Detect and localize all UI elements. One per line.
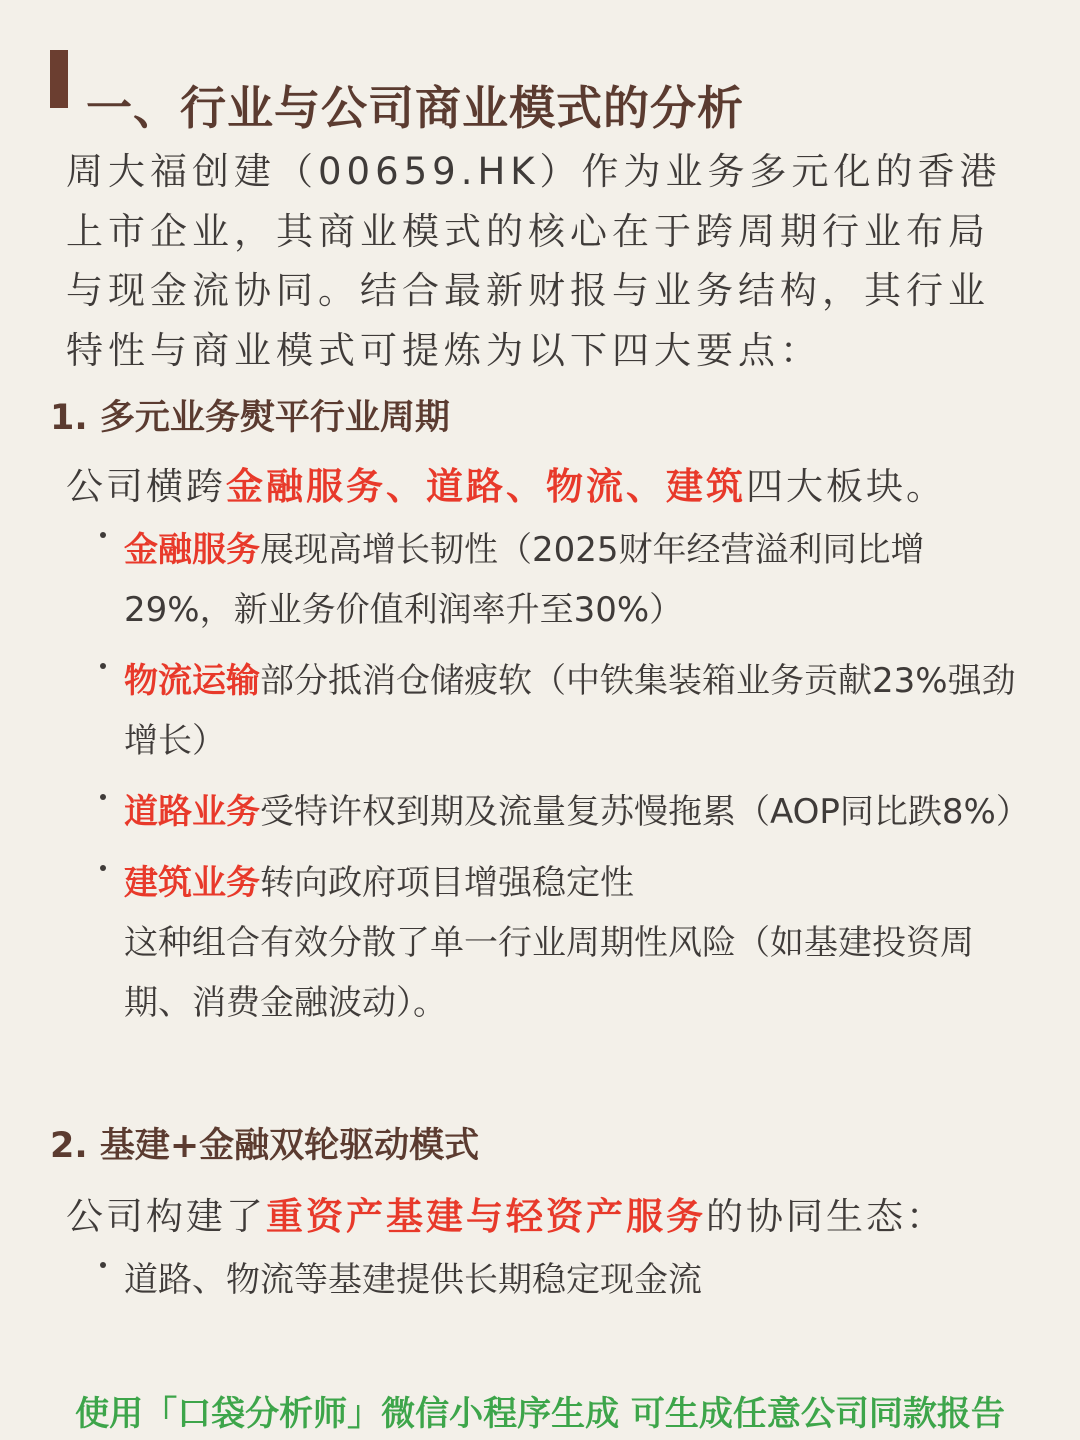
- section-1-summary: 这种组合有效分散了单一行业周期性风险（如基建投资周期、消费金融波动）。: [124, 923, 974, 1023]
- section-2-bullet-list: [100, 1250, 1030, 1321]
- bullet-highlight: 道路业务: [124, 792, 260, 832]
- bullet-dot-icon: [100, 532, 106, 538]
- bullet-text: 部分抵消仓储疲软（中铁集装箱业务贡献23%强劲增长）: [124, 661, 1016, 761]
- bullet-dot-icon: [100, 663, 106, 669]
- list-item: [100, 782, 1030, 842]
- bullet-dot-icon: [100, 1262, 106, 1268]
- section-1-heading: 1. 多元业务熨平行业周期: [50, 398, 450, 438]
- list-item: [100, 853, 1030, 913]
- section-1-para-highlight: 金融服务、道路、物流、建筑: [226, 465, 746, 508]
- section-1-para-prefix: 公司横跨: [66, 465, 226, 508]
- bullet-highlight: 建筑业务: [124, 863, 260, 903]
- bullet-highlight: 金融服务: [124, 530, 260, 570]
- list-item: [100, 520, 1030, 640]
- section-2-para-suffix: 的协同生态：: [706, 1195, 946, 1238]
- section-1-para-suffix: 四大板块。: [746, 465, 946, 508]
- bullet-text: 展现高增长韧性（2025财年经营溢利同比增29%，新业务价值利润率升至30%）: [124, 530, 925, 630]
- bullet-dot-icon: [100, 794, 106, 800]
- list-item: [100, 1250, 1030, 1310]
- section-2-heading: 2. 基建+金融双轮驱动模式: [50, 1126, 480, 1166]
- intro-paragraph: 周大福创建（00659.HK）作为业务多元化的香港上市企业，其商业模式的核心在于跨周期行业布局与现金流协同。结合最新财报与业务结构，其行业特性与商业模式可提炼为以下四大要点：: [66, 150, 1002, 372]
- footer-promo: 使用「口袋分析师」微信小程序生成 可生成任意公司同款报告: [75, 1394, 1005, 1434]
- section-2-para-prefix: 公司构建了: [66, 1195, 266, 1238]
- section-2-paragraph: [66, 1186, 946, 1240]
- section-1-paragraph: [66, 456, 946, 510]
- bullet-text: 受特许权到期及流量复苏慢拖累（AOP同比跌8%）: [260, 792, 1030, 832]
- bullet-text: 转向政府项目增强稳定性: [260, 863, 634, 903]
- list-item: [100, 651, 1030, 771]
- title-accent-bar: [50, 50, 68, 108]
- bullet-dot-icon: [100, 865, 106, 871]
- page-title: 一、行业与公司商业模式的分析: [86, 81, 744, 135]
- bullet-highlight: 物流运输: [124, 661, 260, 701]
- bullet-text: 道路、物流等基建提供长期稳定现金流: [124, 1260, 702, 1300]
- section-1-bullet-list: [100, 520, 1030, 1033]
- section-2-para-highlight: 重资产基建与轻资产服务: [266, 1195, 706, 1238]
